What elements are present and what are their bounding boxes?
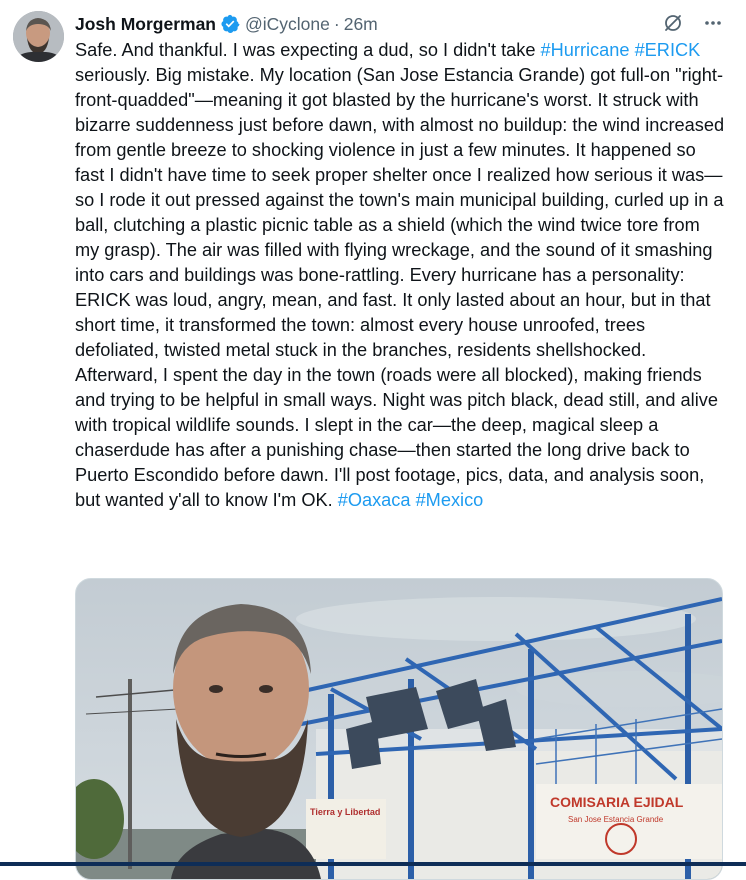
- grok-icon[interactable]: [662, 12, 684, 34]
- avatar[interactable]: [13, 11, 64, 62]
- tweet-text: [75, 38, 727, 513]
- author-name[interactable]: Josh Morgerman: [75, 13, 216, 34]
- tweet-actions: [662, 12, 724, 34]
- tweet-text-segment: Safe. And thankful. I was expecting a dud, so I didn't take: [75, 40, 541, 60]
- timestamp[interactable]: 26m: [343, 13, 378, 34]
- hashtag-mexico[interactable]: #Mexico: [415, 490, 484, 510]
- photo-sign-sub: San Jose Estancia Grande: [568, 815, 664, 824]
- tweet-text-segment: seriously. Big mistake. My location (San Jose Estancia Grande) got full-on "right-front-quadded"—meaning it got blasted by the hurricane's worst. It struck with bizarre suddenness just before dawn, with almost no buildup: the wind increased from gentle breeze to shocking violence in just a few minutes. It happened so fast I didn't have time to seek proper shelter once I realized how serious it was—so I rode it out pressed against the town's main municipal building, curled up in a ball, clutching a plastic picnic table as a shield (which the wind twice tore from my grasp). The air was filled with flying wreckage, and the sound of it smashing into cars and buildings was bone-rattling. Every hurricane has a personality: ERICK was loud, angry, mean, and fast. It only lasted about an hour, but in that short time, it transformed the town: almost every house unroofed, trees defoliated, twisted metal stuck in the branches, residents shellshocked. Afterward, I spent the day in the town (roads were all blocked), making friends and trying to be helpful in small ways. Night was pitch black, dead still, and alive with tropical wildlife sounds. I slept in the car—the deep, magical sleep a chaserdude has after a punishing chase—then started the long drive back to Puerto Escondido before dawn. I'll post footage, pics, data, and analysis soon, but wanted y'all to know I'm OK.: [75, 65, 725, 510]
- separator-dot: ·: [333, 13, 340, 34]
- photo-mural-title: Tierra y Libertad: [310, 807, 381, 817]
- tweet-media-photo[interactable]: [75, 578, 723, 880]
- hashtag-oaxaca[interactable]: #Oaxaca: [337, 490, 411, 510]
- bottom-edge-bar: [0, 862, 746, 866]
- photo-scene: [76, 579, 722, 879]
- tweet-header: [75, 12, 378, 36]
- photo-sign-main: COMISARIA EJIDAL: [550, 794, 684, 810]
- hashtag-hurricane[interactable]: #Hurricane: [540, 40, 630, 60]
- verified-badge-icon: [220, 14, 240, 34]
- more-options-icon[interactable]: [702, 12, 724, 34]
- author-handle[interactable]: @iCyclone: [245, 13, 330, 34]
- hashtag-erick[interactable]: #ERICK: [634, 40, 701, 60]
- avatar-image: [13, 11, 64, 62]
